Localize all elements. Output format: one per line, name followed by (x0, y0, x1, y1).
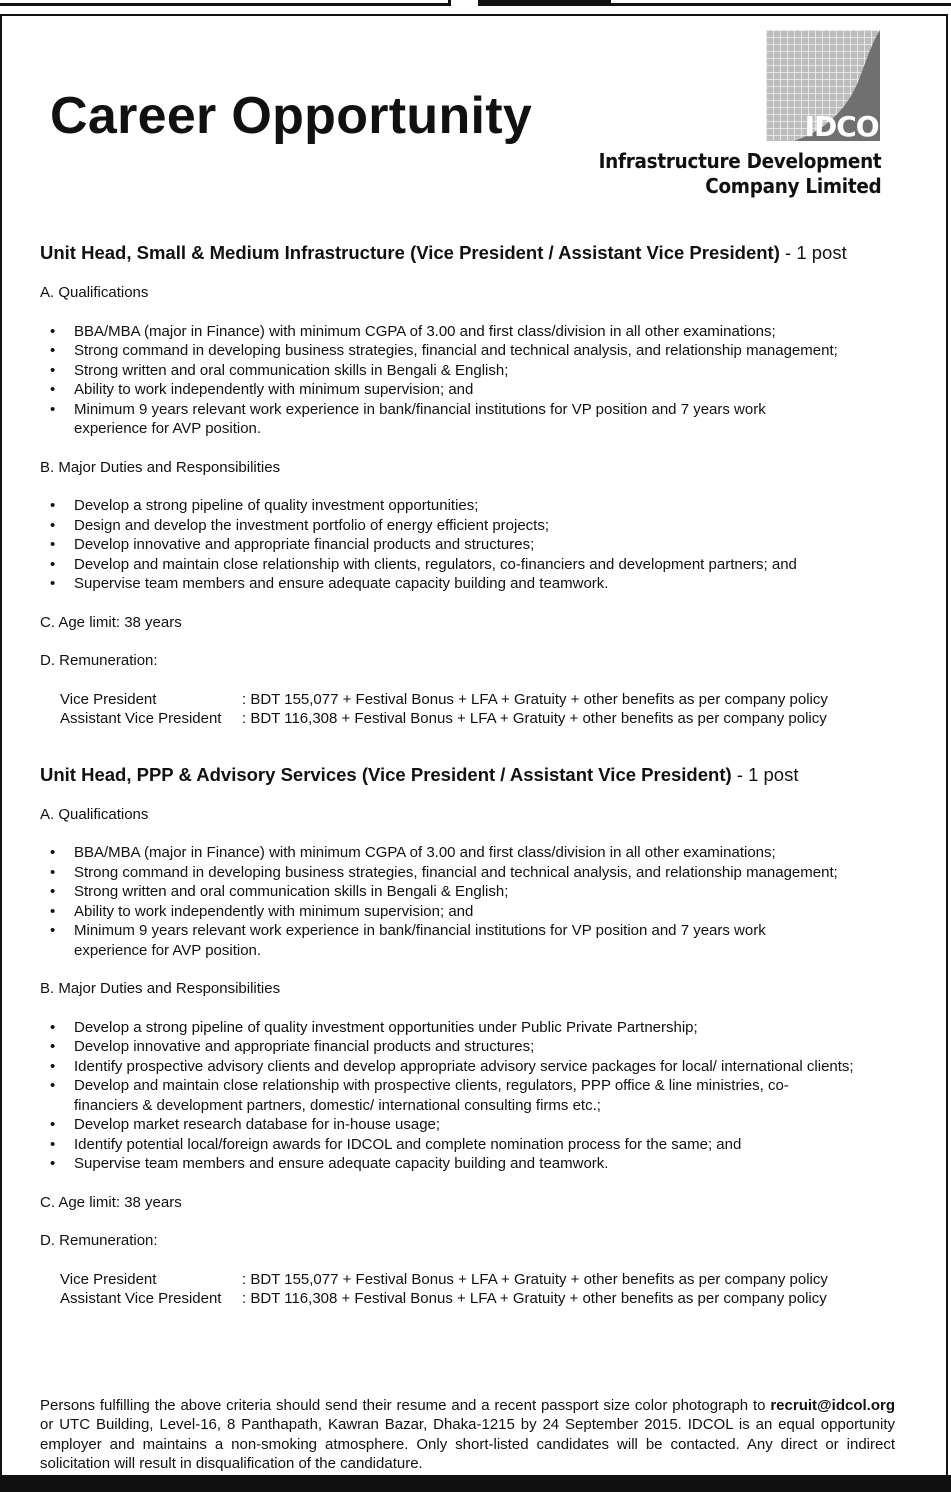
list-item: • Develop and maintain close relationship with prospective clients, regulators, PPP office & line ministries, co-financiers & development partners, domestic/ international consulting firms etc.; (40, 1076, 834, 1115)
idcol-logo (766, 30, 896, 143)
remuneration-value: : BDT 116,308 + Festival Bonus + LFA + Gratuity + other benefits as per company policy (242, 710, 827, 727)
list-item: • Develop a strong pipeline of quality investment opportunities; (40, 496, 910, 516)
duties-list (40, 496, 910, 594)
application-instructions: Persons fulfilling the above criteria should send their resume and a recent passport size color photograph to recruit@idcol.org or UTC Building, Level-16, 8 Panthapath, Kawran Bazar, Dhaka-1215 by 24 September 2015. IDCOL is an equal opportunity employer and maintains a non-smoking atmosphere. Only short-listed candidates will be contacted. Any direct or indirect solicitation will result in disqualification of the candidature. (40, 1397, 895, 1472)
list-item: • Strong written and oral communication skills in Bengali & English; (40, 882, 910, 902)
remuneration-heading: D. Remuneration: (40, 1232, 158, 1249)
list-item: • Develop innovative and appropriate financial products and structures; (40, 535, 910, 555)
duties-heading: B. Major Duties and Responsibilities (40, 980, 281, 997)
list-item: • BBA/MBA (major in Finance) with minimum CGPA of 3.00 and first class/division in all other examinations; (40, 843, 910, 863)
list-item: • Identify prospective advisory clients and develop appropriate advisory service packages for local/ international clients; (40, 1057, 874, 1077)
remuneration-value: : BDT 155,077 + Festival Bonus + LFA + Gratuity + other benefits as per company policy (242, 1270, 828, 1288)
page-title: Career Opportunity (50, 87, 533, 145)
company-name-line2: Company Limited (704, 174, 881, 198)
remuneration-label: Assistant Vice President (60, 710, 222, 727)
logo-text: IDCOL (804, 110, 896, 143)
list-item: • Minimum 9 years relevant work experience in bank/financial institutions for VP position and 7 years work experience for AVP position. (40, 400, 834, 439)
list-item: • Supervise team members and ensure adequate capacity building and teamwork. (40, 574, 910, 594)
list-item: • Develop market research database for in-house usage; (40, 1115, 910, 1135)
list-item: • Ability to work independently with minimum supervision; and (40, 380, 910, 400)
list-item: • Strong command in developing business strategies, financial and technical analysis, and relationship management; (40, 863, 910, 883)
list-item: • Develop and maintain close relationship with clients, regulators, co-financiers and development partners; and (40, 555, 910, 575)
age-limit: C. Age limit: 38 years (40, 1193, 182, 1211)
contact-email[interactable]: recruit@idcol.org (770, 1397, 895, 1414)
list-item: • Ability to work independently with minimum supervision; and (40, 902, 910, 922)
list-item: • Design and develop the investment portfolio of energy efficient projects; (40, 516, 910, 536)
remuneration-value: : BDT 155,077 + Festival Bonus + LFA + Gratuity + other benefits as per company policy (242, 690, 828, 708)
company-name-line1: Infrastructure Development (598, 149, 881, 173)
top-border-left (0, 0, 451, 6)
job-section (40, 240, 910, 729)
duties-heading: B. Major Duties and Responsibilities (40, 458, 281, 476)
list-item: • Supervise team members and ensure adequate capacity building and teamwork. (40, 1154, 910, 1174)
remuneration-row (60, 709, 910, 729)
job-title: Unit Head, PPP & Advisory Services (Vice President / Assistant Vice President) - 1 post (40, 763, 799, 785)
remuneration-table (60, 690, 910, 729)
qualifications-list (40, 322, 910, 439)
qualifications-heading: A. Qualifications (40, 805, 149, 823)
remuneration-value: : BDT 116,308 + Festival Bonus + LFA + Gratuity + other benefits as per company policy (242, 1290, 827, 1307)
duties-list (40, 1018, 910, 1174)
list-item: • Strong command in developing business strategies, financial and technical analysis, and relationship management; (40, 341, 910, 361)
age-limit: C. Age limit: 38 years (40, 613, 182, 631)
remuneration-heading: D. Remuneration: (40, 652, 158, 669)
job-listings (40, 240, 910, 1342)
top-border-right (478, 0, 951, 6)
remuneration-label: Vice President (60, 1270, 157, 1288)
remuneration-row (60, 1270, 910, 1290)
list-item: • Strong written and oral communication skills in Bengali & English; (40, 361, 910, 381)
list-item: • Minimum 9 years relevant work experience in bank/financial institutions for VP position and 7 years work experience for AVP position. (40, 921, 834, 960)
remuneration-table (60, 1270, 910, 1309)
job-title: Unit Head, Small & Medium Infrastructure (Vice President / Assistant Vice President) - 1 post (40, 242, 847, 263)
qualifications-list (40, 843, 910, 960)
list-item: • Develop a strong pipeline of quality investment opportunities under Public Private Partnership; (40, 1018, 910, 1038)
qualifications-heading: A. Qualifications (40, 284, 149, 301)
list-item: • BBA/MBA (major in Finance) with minimum CGPA of 3.00 and first class/division in all other examinations; (40, 322, 910, 342)
bottom-border-bar (0, 1475, 951, 1492)
company-name (598, 149, 881, 199)
list-item: • Identify potential local/foreign awards for IDCOL and complete nomination process for the same; and (40, 1135, 910, 1155)
job-section (40, 762, 910, 1309)
top-border-strip (0, 0, 951, 12)
remuneration-label: Assistant Vice President (60, 1290, 222, 1307)
remuneration-row (60, 1289, 910, 1309)
remuneration-label: Vice President (60, 690, 157, 708)
remuneration-row (60, 690, 910, 710)
list-item: • Develop innovative and appropriate financial products and structures; (40, 1037, 910, 1057)
